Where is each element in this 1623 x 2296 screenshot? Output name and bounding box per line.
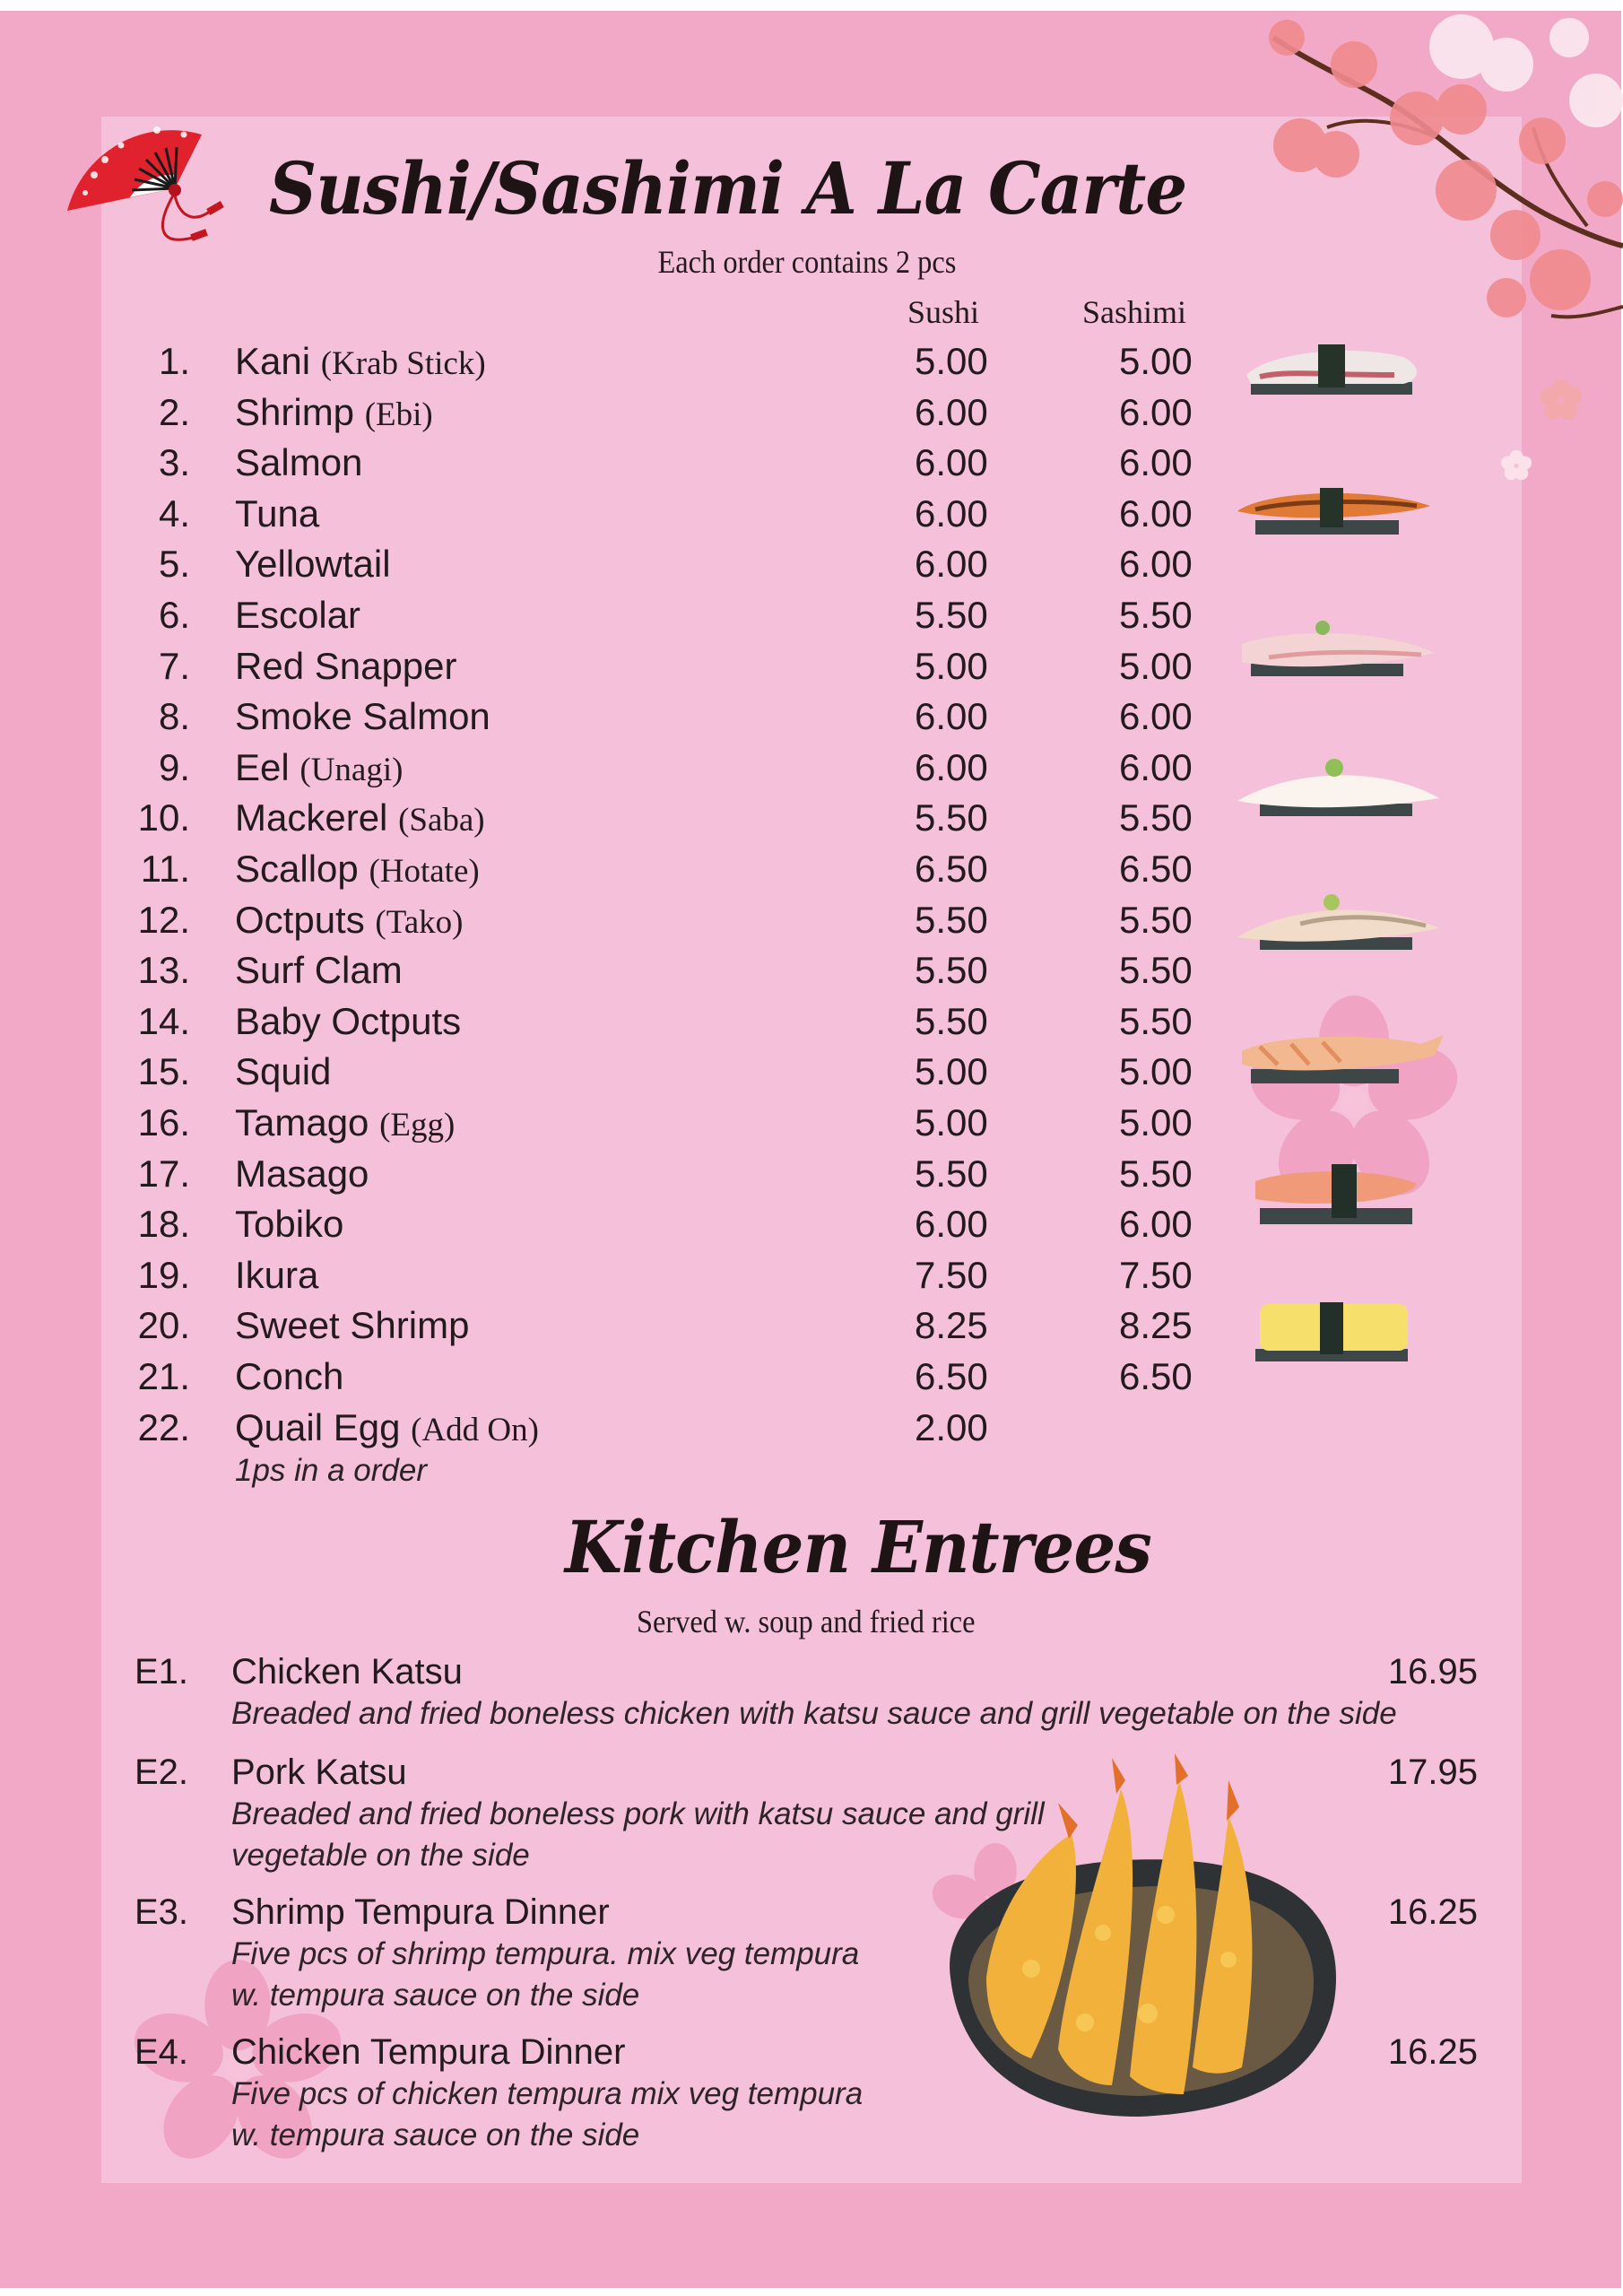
sashimi-price: 6.50 (1119, 848, 1193, 890)
sashimi-price: 5.50 (1119, 796, 1193, 839)
entree-name: Chicken Tempura Dinner (231, 2032, 626, 2072)
item-number: 16. (137, 1101, 190, 1144)
item-number: 21. (137, 1355, 190, 1397)
item-name (235, 691, 490, 742)
item-name-text: Tamago (235, 1101, 369, 1144)
entree-price: 16.25 (1387, 2032, 1478, 2072)
item-name-text: Salmon (235, 441, 363, 484)
item-name-text: Red Snapper (235, 644, 457, 687)
item-number: 15. (137, 1050, 190, 1093)
sushi-price: 6.50 (915, 848, 988, 890)
kitchen-section-title: Kitchen Entrees (565, 1505, 1151, 1589)
item-name-text: Scallop (235, 848, 359, 890)
sushi-price: 6.00 (915, 491, 988, 535)
item-name (235, 895, 464, 948)
sushi-subtitle-text: Each order contains 2 pcs (657, 244, 957, 280)
sushi-item-row (0, 539, 1623, 589)
sushi-section-title: Sushi/Sashimi A La Carte (269, 146, 1187, 230)
snapper-nigiri-icon (1242, 617, 1439, 684)
item-name-text: Surf Clam (235, 949, 403, 992)
item-name (235, 1250, 318, 1300)
item-number: 13. (137, 949, 190, 992)
item-number: 5. (158, 543, 190, 586)
item-name (235, 945, 403, 996)
item-number: 2. (158, 390, 190, 433)
item-name (235, 1352, 343, 1402)
item-alt-name: (Saba) (398, 802, 485, 839)
sashimi-price: 6.00 (1119, 390, 1193, 433)
item-name-text: Escolar (235, 594, 361, 636)
sushi-price: 5.00 (915, 340, 988, 382)
item-name (235, 590, 360, 640)
octopus-nigiri-icon (1242, 339, 1430, 402)
sushi-price: 5.50 (915, 999, 988, 1042)
entree-name: Shrimp Tempura Dinner (231, 1892, 610, 1932)
quail-egg-note: 1ps in a order (235, 1453, 428, 1488)
entree-description: w. tempura sauce on the side (231, 2118, 640, 2152)
item-alt-name: (Add On) (411, 1411, 539, 1448)
entree-price: 16.25 (1387, 1892, 1478, 1932)
sushi-item-row (0, 1403, 1623, 1453)
item-number: 18. (137, 1203, 190, 1246)
item-alt-name: (Krab Stick) (320, 345, 486, 382)
entree-code: E1. (135, 1652, 189, 1692)
item-number: 8. (158, 695, 190, 738)
sushi-price: 5.50 (915, 949, 988, 992)
item-name (235, 1403, 539, 1456)
sushi-price: 5.50 (915, 796, 988, 839)
sashimi-price: 5.00 (1119, 1101, 1193, 1144)
sushi-item-row (0, 1098, 1623, 1148)
entree-code: E4. (135, 2032, 189, 2072)
sushi-price: 6.00 (915, 543, 988, 586)
sashimi-price: 5.00 (1119, 644, 1193, 687)
sashimi-price: 5.50 (1119, 949, 1193, 992)
sushi-item-row (0, 691, 1623, 742)
item-name-text: Mackerel (235, 796, 388, 839)
item-name-text: Smoke Salmon (235, 695, 490, 738)
item-alt-name: (Ebi) (364, 396, 433, 433)
item-alt-name: (Unagi) (299, 751, 404, 788)
sushi-price: 8.25 (915, 1304, 988, 1347)
sashimi-price: 6.00 (1119, 491, 1193, 535)
entree-description: w. tempura sauce on the side (231, 1978, 640, 2013)
sushi-item-row (0, 844, 1623, 894)
entree-description: Five pcs of shrimp tempura. mix veg tempura (231, 1936, 860, 1971)
shrimp-nigiri-icon (1242, 1024, 1448, 1091)
item-alt-name: (Egg) (379, 1107, 456, 1144)
item-name-text: Tuna (235, 491, 320, 535)
sushi-item-row (0, 1250, 1623, 1300)
item-name-text: Baby Octputs (235, 999, 462, 1042)
item-name-text: Octputs (235, 898, 365, 941)
item-name (235, 489, 319, 539)
crab-nigiri-icon (1255, 1159, 1426, 1231)
escolar-nigiri-icon (1237, 752, 1444, 823)
sashimi-price: 6.00 (1119, 441, 1193, 484)
sushi-price: 6.00 (915, 1203, 988, 1246)
kitchen-section-subtitle (0, 1602, 1618, 1641)
item-name-text: Ikura (235, 1253, 319, 1296)
item-number: 9. (158, 745, 190, 788)
column-header-sashimi: Sashimi (1082, 294, 1187, 330)
sashimi-price: 6.50 (1119, 1355, 1193, 1397)
entree-description: Five pcs of chicken tempura mix veg tempura (231, 2076, 864, 2111)
item-name (235, 793, 485, 846)
tamago-nigiri-icon (1255, 1299, 1412, 1366)
item-number: 10. (137, 796, 190, 839)
item-name (235, 996, 461, 1047)
item-alt-name: (Hotate) (369, 853, 480, 890)
sushi-price: 5.50 (915, 594, 988, 636)
sushi-price: 5.00 (915, 644, 988, 687)
sushi-price: 5.00 (915, 1050, 988, 1093)
entree-description: Breaded and fried boneless pork with katsu sauce and grill (231, 1796, 1045, 1831)
sashimi-price: 5.50 (1119, 898, 1193, 941)
entree-code: E3. (135, 1892, 189, 1932)
sashimi-price: 5.00 (1119, 340, 1193, 382)
entree-price: 17.95 (1387, 1752, 1478, 1792)
sushi-price: 5.50 (915, 898, 988, 941)
entree-code: E2. (135, 1752, 189, 1792)
item-name (235, 336, 486, 389)
item-number: 17. (137, 1152, 190, 1195)
sushi-price: 6.00 (915, 390, 988, 433)
entree-price: 16.95 (1387, 1652, 1478, 1692)
sushi-price: 5.00 (915, 1101, 988, 1144)
item-name-text: Yellowtail (235, 543, 391, 586)
sashimi-price: 7.50 (1119, 1253, 1193, 1296)
eel-nigiri-icon (1237, 477, 1435, 544)
item-name-text: Kani (235, 340, 311, 382)
item-name-text: Quail Egg (235, 1405, 401, 1448)
sashimi-price: 5.50 (1119, 594, 1193, 636)
sashimi-price: 6.00 (1119, 745, 1193, 788)
sashimi-price: 8.25 (1119, 1304, 1193, 1347)
item-number: 14. (137, 999, 190, 1042)
sashimi-price: 6.00 (1119, 1203, 1193, 1246)
item-name-text: Conch (235, 1355, 344, 1397)
item-name (235, 438, 362, 488)
item-name (235, 743, 403, 796)
item-name (235, 1199, 343, 1249)
entree-description: vegetable on the side (231, 1838, 530, 1873)
kitchen-subtitle-text: Served w. soup and fried rice (637, 1604, 976, 1639)
item-name-text: Shrimp (235, 390, 355, 433)
item-number: 6. (158, 594, 190, 636)
item-number: 19. (137, 1253, 190, 1296)
entree-description: Breaded and fried boneless chicken with katsu sauce and grill vegetable on the side (231, 1696, 1397, 1731)
sushi-price: 6.00 (915, 441, 988, 484)
item-number: 4. (158, 491, 190, 535)
entree-name: Pork Katsu (231, 1752, 407, 1792)
item-number: 22. (137, 1405, 190, 1448)
sashimi-price: 5.50 (1119, 999, 1193, 1042)
item-name-text: Masago (235, 1152, 369, 1195)
item-number: 3. (158, 441, 190, 484)
item-number: 1. (158, 340, 190, 382)
sushi-price: 6.50 (915, 1355, 988, 1397)
sashimi-price: 5.50 (1119, 1152, 1193, 1195)
sushi-price: 6.00 (915, 695, 988, 738)
item-number: 12. (137, 898, 190, 941)
item-name (235, 844, 480, 897)
item-name (235, 539, 391, 589)
item-name (235, 1098, 455, 1151)
sashimi-price: 6.00 (1119, 695, 1193, 738)
item-name (235, 1047, 331, 1097)
column-header-sushi: Sushi (907, 294, 980, 330)
sushi-price: 7.50 (915, 1253, 988, 1296)
item-name (235, 387, 433, 440)
item-number: 11. (140, 848, 190, 890)
item-name-text: Eel (235, 745, 290, 788)
cherry-blossom-branch-icon (1246, 11, 1623, 352)
sushi-price: 6.00 (915, 745, 988, 788)
item-name (235, 1300, 469, 1351)
sushi-section-subtitle (0, 242, 1619, 282)
item-name-text: Sweet Shrimp (235, 1304, 470, 1347)
item-number: 7. (158, 644, 190, 687)
item-alt-name: (Tako) (375, 903, 464, 941)
sashimi-price: 5.00 (1119, 1050, 1193, 1093)
item-name-text: Squid (235, 1050, 332, 1093)
item-name (235, 641, 457, 691)
entree-name: Chicken Katsu (231, 1652, 463, 1692)
sushi-price: 2.00 (915, 1405, 988, 1448)
folding-fan-icon (49, 90, 229, 260)
item-name-text: Tobiko (235, 1203, 344, 1246)
mackerel-nigiri-icon (1237, 888, 1444, 955)
sushi-price: 5.50 (915, 1152, 988, 1195)
sashimi-price: 6.00 (1119, 543, 1193, 586)
item-name (235, 1149, 369, 1199)
item-number: 20. (137, 1304, 190, 1347)
